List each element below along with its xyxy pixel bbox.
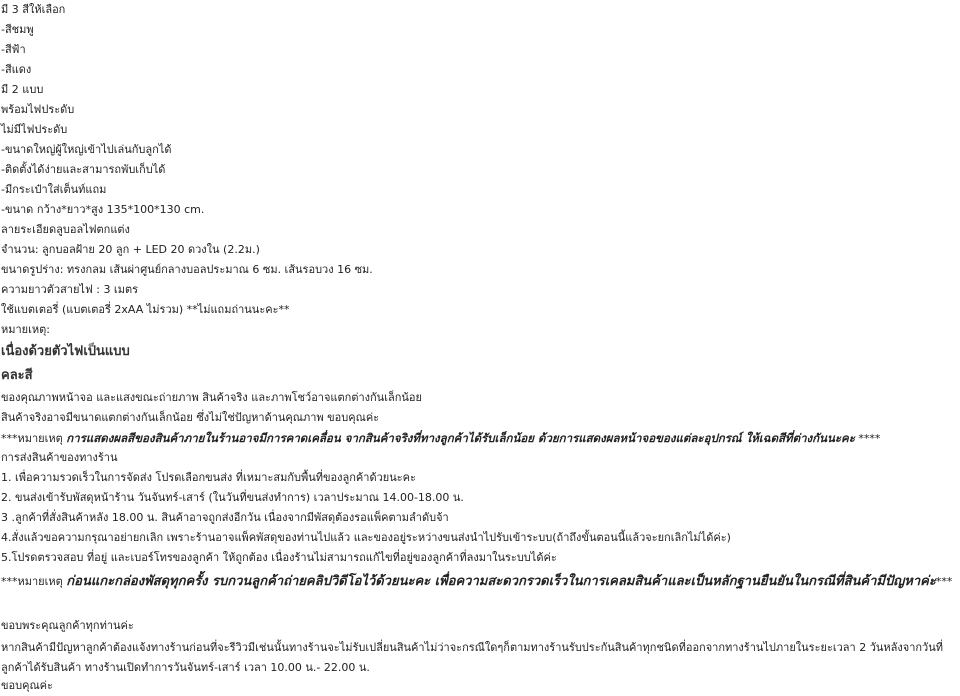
feature-bag: -มีกระเป๋าใส่เต็นท์แถม xyxy=(1,183,107,196)
warranty-policy: หากสินค้ามีปัญหาลูกค้าต้องแจ้งทางร้านก่อนที่จะรีวิวมีเช่นนั้นทางร้านจะไม่รับเปลี่ยนสินค้าไม่ว่าจะกรณีใดๆก็ตามทางร้านรับประกันสินค้าทุกชนิดที่ออกจากทางร้านไปภายในระยะเวลา 2 วันหลังจากวันที่ลูกค้าได้รับสินค้า ทางร้านเปิดทำการวันจันทร์-เสาร์ เวลา 10.00 น.- 22.00 น. xyxy=(1,641,943,674)
unboxing-video-remark xyxy=(1,571,956,593)
light-details-heading: ลายระเอียดลูบอลไฟตกแต่ง xyxy=(1,223,130,236)
remark-label: หมายเหตุ: xyxy=(1,323,50,336)
color-display-remark xyxy=(1,430,880,447)
color-display-remark-text: การแสดงผลสีของสินค้าภายในร้านอาจมีการคาดเคลื่อน จากสินค้าจริงที่ทางลูกค้าได้รับเล็กน้อย ด้วยการแสดงผลหน้าจอของแต่ละอุปกรณ์ ให้เฉดสีที่ต่างกันนะคะ xyxy=(66,431,855,445)
cable-length: ความยาวตัวสายไฟ : 3 เมตร xyxy=(1,283,138,296)
color-options-heading: มี 3 สีให้เลือก xyxy=(1,3,66,16)
light-shape: ขนาดรูปร่าง: ทรงกลม เส้นผ่าศูนย์กลางบอลประมาณ 6 ซม. เส้นรอบวง 16 ซม. xyxy=(1,263,373,276)
remark-suffix: *** xyxy=(935,575,953,588)
thank-you-closing: ขอบคุณค่ะ xyxy=(1,679,53,692)
model-option-with-lights: พร้อมไฟประดับ xyxy=(1,103,75,116)
color-option-blue: -สีฟ้า xyxy=(1,43,26,56)
unboxing-video-remark-text: ก่อนแกะกล่องพัสดุทุกครั้ง รบกวนลูกค้าถ่ายคลิปวิดีโอไว้ด้วยนะคะ เพื่อความสะดวกรวดเร็วในการเคลมสินค้าและเป็นหลักฐานยืนยันในกรณีที่สินค้ามีปัญหาค่ะ xyxy=(66,574,936,589)
light-quantity: จำนวน: ลูกบอลฝ้าย 20 ลูก + LED 20 ดวงใน (2.2ม.) xyxy=(1,243,260,256)
shipping-rule-4: 4.สั่งแล้วขอความกรุณาอย่ายกเลิก เพราะร้านอาจแพ็คพัสดุของท่านไปแล้ว และของอยู่ระหว่างขนส่งนำไปรับเข้าระบบ(ถ้าถึงขั้นตอนนี้แล้วจะยกเลิกไม่ได้ค่ะ) xyxy=(1,531,731,544)
battery-note: ใช้แบตเตอรี่ (แบตเตอรี่ 2xAA ไม่รวม) **ไม่แถมถ่านนะคะ** xyxy=(1,303,290,316)
shipping-rule-3: 3 .ลูกค้าที่สั่งสินค้าหลัง 18.00 น. สินค้าอาจถูกส่งอีกวัน เนื่องจากมีพัสดุต้องรอแพ็คตามลำดับจ้า xyxy=(1,511,449,524)
shipping-rule-1: 1. เพื่อความรวดเร็วในการจัดส่ง โปรดเลือกขนส่ง ที่เหมาะสมกับพื้นที่ของลูกค้าด้วยนะคะ xyxy=(1,471,416,484)
remark-prefix: ***หมายเหตุ xyxy=(1,575,67,588)
color-option-pink: -สีชมพู xyxy=(1,23,34,36)
model-options-heading: มี 2 แบบ xyxy=(1,83,44,96)
shipping-heading: การส่งสินค้าของทางร้าน xyxy=(1,451,118,464)
shipping-rule-5: 5.โปรดตรวจสอบ ที่อยู่ และเบอร์โทรของลูกค้า ให้ถูกต้อง เนื่องร้านไม่สามารถแก้ไขที่อยู่ของลูกค้าที่ลงมาในระบบได้ค่ะ xyxy=(1,551,557,564)
feature-size: -ขนาดใหญ่ผู้ใหญ่เข้าไปเล่นกับลูกได้ xyxy=(1,143,172,156)
feature-dimensions: -ขนาด กว้าง*ยาว*สูง 135*100*130 cm. xyxy=(1,203,205,216)
mixed-color-notice-line2: คละสี xyxy=(1,368,33,383)
color-option-red: -สีแดง xyxy=(1,63,32,76)
remark-suffix: **** xyxy=(854,432,881,445)
size-variance-note: สินค้าจริงอาจมีขนาดแตกต่างกันเล็กน้อย ซึ่งไม่ใช่ปัญหาด้านคุณภาพ ขอบคุณค่ะ xyxy=(1,411,380,424)
feature-foldable: -ติดตั้งได้ง่ายและสามารถพับเก็บได้ xyxy=(1,163,166,176)
screen-quality-note: ของคุณภาพหน้าจอ และแสงขณะถ่ายภาพ สินค้าจริง และภาพโชว์อาจแตกต่างกันเล็กน้อย xyxy=(1,391,422,404)
shipping-rule-2: 2. ขนส่งเข้ารับพัสดุหน้าร้าน วันจันทร์-เสาร์ (ในวันที่ขนส่งทำการ) เวลาประมาณ 14.00-18.00 น. xyxy=(1,491,464,504)
remark-prefix: ***หมายเหตุ xyxy=(1,432,67,445)
model-option-no-lights: ไม่มีไฟประดับ xyxy=(1,123,68,136)
thank-you-customers: ขอบพระคุณลูกค้าทุกท่านค่ะ xyxy=(1,619,134,632)
mixed-color-notice-line1: เนื่องด้วยตัวไฟเป็นแบบ xyxy=(1,344,130,359)
